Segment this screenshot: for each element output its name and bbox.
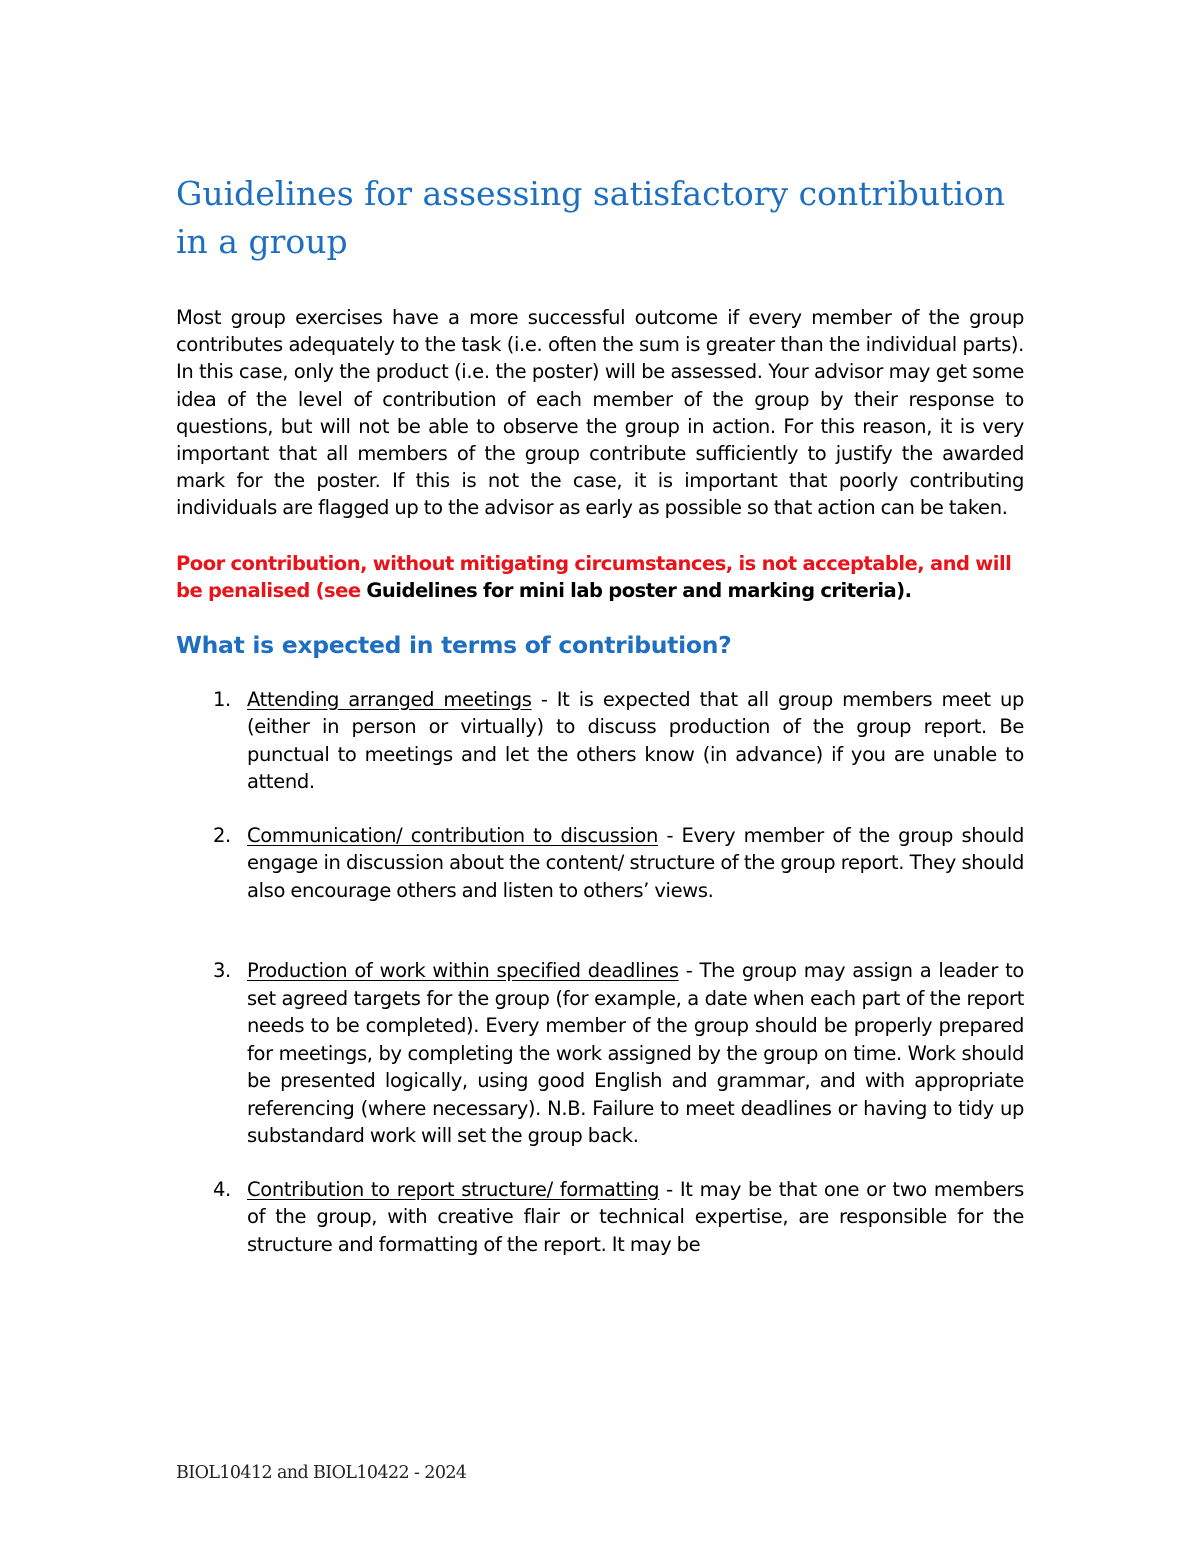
contribution-list	[176, 686, 1024, 1259]
list-item-number: 1.	[213, 687, 231, 711]
list-item-text: - Every member of the group should engage in discussion about the content/ structure of the group report. They should also encourage others and listen to others’ views.	[247, 823, 1024, 902]
list-item-title: Production of work within specified deadlines	[247, 959, 679, 983]
list-item-number: 3.	[213, 959, 231, 983]
penalty-warning-red-text: Poor contribution, without mitigating circumstances, is not acceptable, and will be penalised (see	[176, 551, 1012, 603]
list-item	[176, 1176, 1024, 1259]
list-item-title: Contribution to report structure/ formatting	[247, 1177, 660, 1201]
list-item-text: - It is expected that all group members meet up (either in person or virtually) to discuss production of the group report. Be punctual to meetings and let the others know (in advance) if you are unable to attend.	[247, 687, 1024, 794]
list-item-title: Communication/ contribution to discussion	[247, 823, 659, 847]
list-item	[176, 822, 1024, 905]
list-item-number: 4.	[213, 1177, 231, 1201]
list-item-text: - The group may assign a leader to set agreed targets for the group (for example, a date when each part of the report needs to be completed). Every member of the group should be properly prepared for meetings, by completing the work assigned by the group on time. Work should be presented logically, using good English and grammar, and with appropriate referencing (where necessary). N.B. Failure to meet deadlines or having to tidy up substandard work will set the group back.	[247, 959, 1024, 1148]
list-item	[176, 957, 1024, 1150]
intro-paragraph: Most group exercises have a more successful outcome if every member of the group contributes adequately to the task (i.e. often the sum is greater than the individual parts). In this case, only the product (i.e. the poster) will be assessed. Your advisor may get some idea of the level of contribution of each member of the group by their response to questions, but will not be able to observe the group in action. For this reason, it is very important that all members of the group contribute sufficiently to justify the awarded mark for the poster. If this is not the case, it is important that poorly contributing individuals are flagged up to the advisor as early as possible so that action can be taken.	[176, 306, 1024, 520]
list-item-text: - It may be that one or two members of the group, with creative flair or technical expertise, are responsible for the structure and formatting of the report. It may be	[247, 1177, 1024, 1256]
penalty-warning	[176, 550, 1024, 605]
document-title: Guidelines for assessing satisfactory contribution in a group	[176, 174, 1006, 261]
penalty-warning-reference: Guidelines for mini lab poster and marking criteria).	[360, 579, 912, 603]
page-footer: BIOL10412 and BIOL10422 - 2024	[176, 1463, 467, 1483]
list-item	[176, 686, 1024, 796]
list-item-title: Attending arranged meetings	[247, 687, 532, 711]
list-item-number: 2.	[213, 823, 231, 847]
contribution-subheading: What is expected in terms of contribution?	[176, 630, 732, 659]
document-page	[176, 170, 1024, 1258]
